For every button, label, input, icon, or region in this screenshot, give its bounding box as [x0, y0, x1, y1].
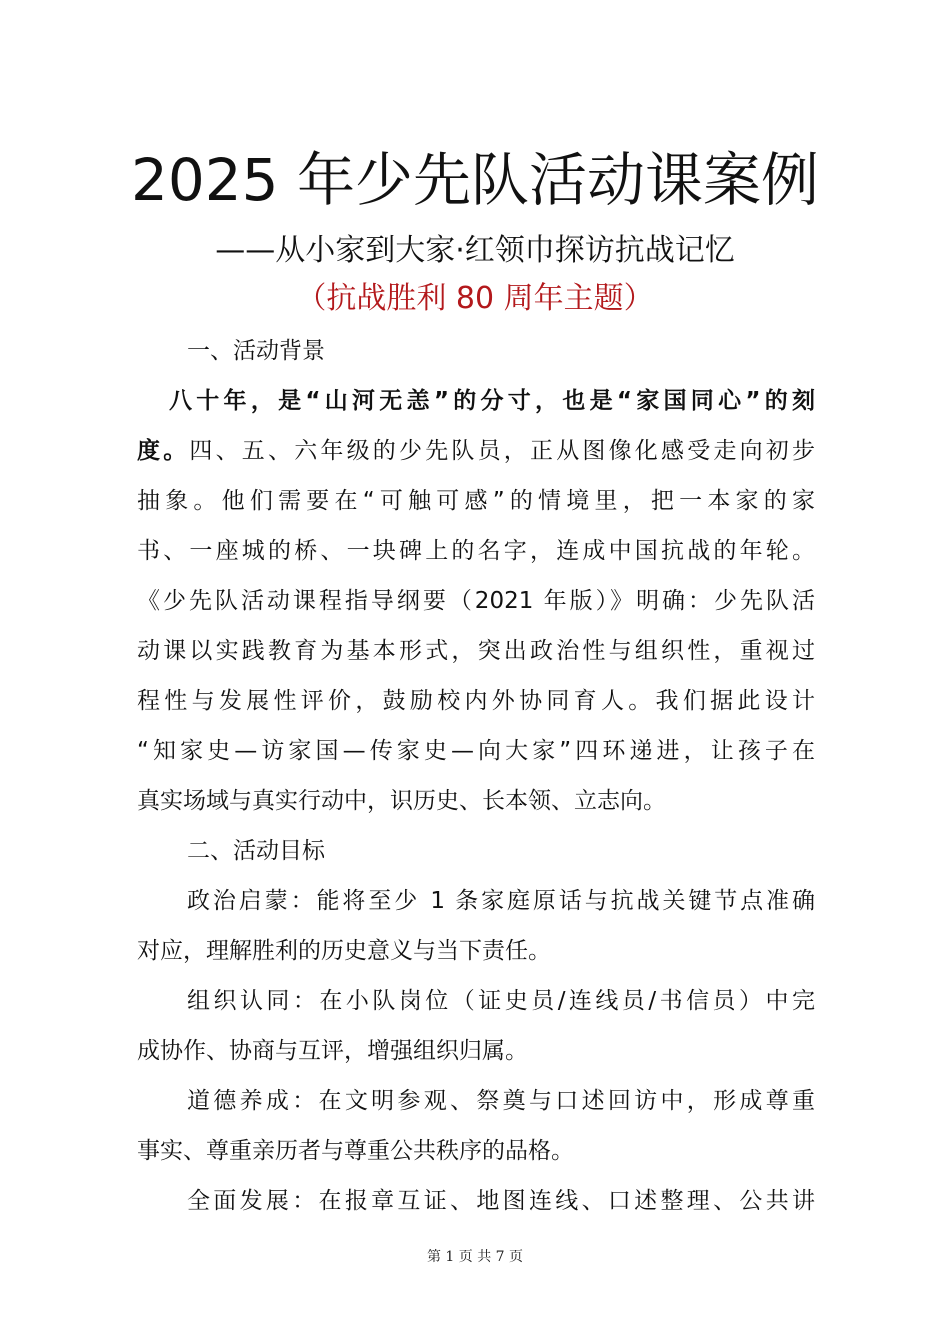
paragraph-line: 组织认同：在小队岗位（证史员/连线员/书信员）中完	[187, 988, 815, 1014]
paragraph-line: 抽象。他们需要在“可触可感”的情境里，把一本家的家	[137, 488, 815, 514]
paragraph-line: 八十年，是“山河无恙”的分寸，也是“家国同心”的刻	[169, 388, 815, 414]
section-heading-background: 一、活动背景	[187, 338, 325, 364]
paragraph-line: “知家史—访家国—传家史—向大家”四环递进，让孩子在	[137, 738, 815, 764]
section-heading-goals: 二、活动目标	[187, 838, 325, 864]
document-theme: （抗战胜利 80 周年主题）	[296, 281, 654, 316]
paragraph-line: 事实、尊重亲历者与尊重公共秩序的品格。	[137, 1138, 574, 1164]
document-title: 2025 年少先队活动课案例	[130, 146, 820, 214]
paragraph-line: 全面发展：在报章互证、地图连线、口述整理、公共讲	[187, 1188, 815, 1214]
document-body	[137, 326, 815, 1226]
paragraph-line: 《少先队活动课程指导纲要（2021 年版）》明确：少先队活	[137, 588, 815, 614]
paragraph-line: 真实场域与真实行动中，识历史、长本领、立志向。	[137, 788, 666, 814]
paragraph-line: 道德养成：在文明参观、祭奠与口述回访中，形成尊重	[187, 1088, 815, 1114]
paragraph-line: 动课以实践教育为基本形式，突出政治性与组织性，重视过	[137, 638, 815, 664]
paragraph-line: 程性与发展性评价，鼓励校内外协同育人。我们据此设计	[137, 688, 815, 714]
paragraph-line: 书、一座城的桥、一块碑上的名字，连成中国抗战的年轮。	[137, 538, 815, 564]
paragraph-line: 成协作、协商与互评，增强组织归属。	[137, 1038, 528, 1064]
paragraph-line: 政治启蒙：能将至少 1 条家庭原话与抗战关键节点准确	[187, 888, 815, 914]
page-number: 第 1 页 共 7 页	[426, 1249, 524, 1265]
paragraph-line	[137, 426, 815, 476]
paragraph-line: 对应，理解胜利的历史意义与当下责任。	[137, 938, 551, 964]
paragraph-text: 四、五、六年级的少先队员，正从图像化感受走向初步	[189, 438, 816, 464]
bold-text: 度。	[137, 438, 190, 464]
document-subtitle: ——从小家到大家·红领巾探访抗战记忆	[215, 233, 735, 268]
